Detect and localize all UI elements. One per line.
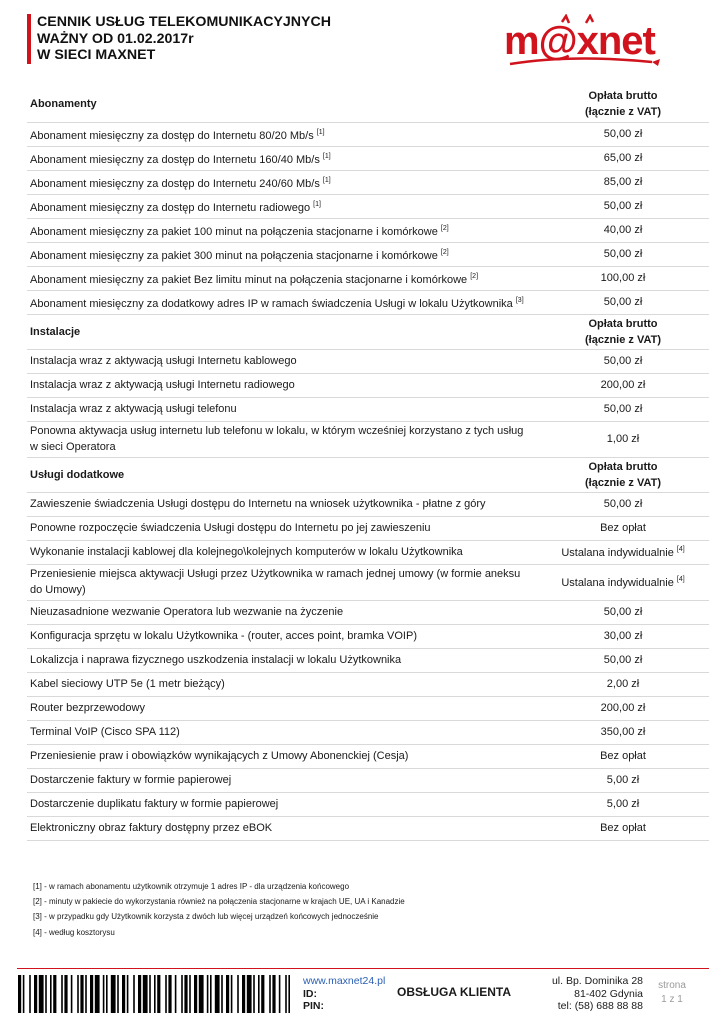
service-cell bbox=[27, 672, 537, 696]
table-row bbox=[27, 492, 709, 516]
barcode-bar bbox=[269, 975, 271, 1013]
price-cell bbox=[537, 242, 709, 266]
barcode-bar bbox=[85, 975, 87, 1013]
barcode-bar bbox=[80, 975, 83, 1013]
price-cell bbox=[537, 421, 709, 457]
barcode-bar bbox=[45, 975, 47, 1013]
service-cell bbox=[27, 146, 537, 170]
service-label: Abonament miesięczny za pakiet Bez limitu minut na połączenia stacjonarne i komórkowe bbox=[30, 273, 468, 286]
price-value: 200,00 zł bbox=[600, 702, 646, 714]
service-cell bbox=[27, 624, 537, 648]
address-street: ul. Bp. Dominika 28 bbox=[551, 975, 643, 987]
barcode-bar bbox=[285, 975, 287, 1013]
table-row bbox=[27, 421, 709, 457]
barcode-bar bbox=[168, 975, 171, 1013]
barcode-bar bbox=[184, 975, 187, 1013]
price-cell bbox=[537, 540, 709, 564]
maxnet-logo bbox=[502, 14, 674, 72]
service-cell bbox=[27, 397, 537, 421]
table-row bbox=[27, 170, 709, 194]
barcode-bar bbox=[231, 975, 233, 1013]
table-row bbox=[27, 648, 709, 672]
service-label: Ponowna aktywacja usług internetu lub telefonu w lokalu, w którym wcześniej korzystano z tych usług w sieci Operatora bbox=[30, 425, 524, 453]
page-number: 1 z 1 bbox=[661, 994, 683, 1005]
price-cell bbox=[537, 768, 709, 792]
barcode-bar bbox=[288, 975, 290, 1013]
table-row bbox=[27, 373, 709, 397]
price-value: 30,00 zł bbox=[603, 630, 643, 642]
table-row bbox=[27, 266, 709, 290]
title-line: CENNIK USŁUG TELEKOMUNIKACYJNYCH bbox=[37, 14, 332, 30]
service-label: Wykonanie instalacji kablowej dla kolejnego\kolejnych komputerów w lokalu Użytkownika bbox=[30, 546, 463, 558]
price-table bbox=[27, 87, 709, 841]
barcode-bar bbox=[207, 975, 209, 1013]
table-row bbox=[27, 672, 709, 696]
price-cell bbox=[537, 516, 709, 540]
phone-number: tel: (58) 688 88 88 bbox=[557, 1000, 643, 1012]
table-row bbox=[27, 122, 709, 146]
barcode-bar bbox=[175, 975, 177, 1013]
footnote: [2] - minuty w pakiecie do wykorzystania również na połączenia stacjonarne w krajach UE, UA i Kanadzie bbox=[33, 897, 405, 907]
barcode-bar bbox=[29, 975, 31, 1013]
price-cell bbox=[537, 564, 709, 600]
barcode-bar bbox=[103, 975, 105, 1013]
barcode-bar bbox=[261, 975, 264, 1013]
price-value: 50,00 zł bbox=[603, 296, 643, 308]
barcode-bar bbox=[194, 975, 197, 1013]
footnote-ref: [1] bbox=[316, 128, 325, 136]
barcode-bar bbox=[117, 975, 119, 1013]
table-row bbox=[27, 564, 709, 600]
service-cell bbox=[27, 564, 537, 600]
barcode-bar bbox=[71, 975, 73, 1013]
barcode-bar bbox=[127, 975, 129, 1013]
price-cell bbox=[537, 720, 709, 744]
table-row bbox=[27, 744, 709, 768]
price-header-line: (łącznie z VAT) bbox=[585, 333, 661, 346]
price-value: 5,00 zł bbox=[606, 798, 640, 810]
price-value: 65,00 zł bbox=[603, 152, 643, 164]
barcode-bar bbox=[53, 975, 56, 1013]
price-value: 40,00 zł bbox=[603, 224, 643, 236]
service-cell bbox=[27, 122, 537, 146]
service-label: Przeniesienie miejsca aktywacji Usługi przez Użytkownika w ramach jednej umowy (w formie aneksu do Umowy) bbox=[30, 568, 521, 596]
table-row bbox=[27, 816, 709, 840]
price-value: 350,00 zł bbox=[600, 726, 646, 738]
footnote: [4] - według kosztorysu bbox=[33, 927, 115, 937]
service-cell bbox=[27, 768, 537, 792]
service-label: Abonament miesięczny za pakiet 100 minut na połączenia stacjonarne i komórkowe bbox=[30, 225, 438, 238]
footnotes bbox=[33, 879, 405, 940]
table-row bbox=[27, 600, 709, 624]
service-cell bbox=[27, 540, 537, 564]
barcode-bar bbox=[122, 975, 125, 1013]
service-label: Konfiguracja sprzętu w lokalu Użytkownika - (router, acces point, bramka VOIP) bbox=[30, 630, 417, 642]
footnote-ref: [2] bbox=[440, 224, 449, 232]
section-title: Instalacje bbox=[27, 314, 537, 349]
barcode-image bbox=[18, 975, 290, 1013]
barcode-bar bbox=[149, 975, 151, 1013]
footer-address bbox=[552, 975, 643, 1013]
barcode-bar bbox=[95, 975, 100, 1013]
barcode-bar bbox=[138, 975, 141, 1013]
price-value: Bez opłat bbox=[600, 822, 646, 834]
service-label: Terminal VoIP (Cisco SPA 112) bbox=[30, 726, 180, 738]
price-cell bbox=[537, 648, 709, 672]
barcode-bar bbox=[61, 975, 63, 1013]
price-value: 200,00 zł bbox=[600, 379, 646, 391]
barcode-bar bbox=[215, 975, 220, 1013]
logo-text: m@xnet bbox=[504, 19, 655, 63]
title-accent-bar bbox=[27, 14, 31, 64]
price-value: 50,00 zł bbox=[603, 355, 643, 367]
table-row bbox=[27, 720, 709, 744]
page-indicator bbox=[654, 979, 690, 1007]
price-header-line: Opłata brutto bbox=[588, 317, 658, 330]
service-label: Abonament miesięczny za dostęp do Internetu 80/20 Mb/s bbox=[30, 129, 314, 142]
price-cell bbox=[537, 816, 709, 840]
service-cell bbox=[27, 194, 537, 218]
service-cell bbox=[27, 290, 537, 314]
price-cell bbox=[537, 146, 709, 170]
price-cell bbox=[537, 397, 709, 421]
service-cell bbox=[27, 218, 537, 242]
price-cell bbox=[537, 122, 709, 146]
barcode-bar bbox=[258, 975, 260, 1013]
barcode-bar bbox=[226, 975, 229, 1013]
price-value: 50,00 zł bbox=[603, 606, 643, 618]
barcode-bar bbox=[199, 975, 204, 1013]
service-cell bbox=[27, 696, 537, 720]
footnote-ref: [3] bbox=[515, 296, 524, 304]
barcode-bar bbox=[237, 975, 239, 1013]
table-row bbox=[27, 540, 709, 564]
service-cell bbox=[27, 349, 537, 373]
service-cell bbox=[27, 170, 537, 194]
price-value: 50,00 zł bbox=[603, 654, 643, 666]
table-row bbox=[27, 349, 709, 373]
service-cell bbox=[27, 516, 537, 540]
service-label: Instalacja wraz z aktywacją usługi Internetu kablowego bbox=[30, 355, 297, 367]
service-label: Router bezprzewodowy bbox=[30, 702, 145, 714]
service-cell bbox=[27, 373, 537, 397]
footnote: [1] - w ramach abonamentu użytkownik otrzymuje 1 adres IP - dla urządzenia końcowego bbox=[33, 882, 350, 891]
price-cell bbox=[537, 194, 709, 218]
barcode-bar bbox=[39, 975, 44, 1013]
price-cell bbox=[537, 218, 709, 242]
section-header-row bbox=[27, 314, 709, 349]
barcode-bar bbox=[279, 975, 281, 1013]
barcode-bar bbox=[253, 975, 255, 1013]
price-value: Ustalana indywidualnie bbox=[561, 546, 674, 559]
table-row bbox=[27, 218, 709, 242]
barcode-bar bbox=[272, 975, 275, 1013]
service-cell bbox=[27, 492, 537, 516]
barcode-bar bbox=[90, 975, 93, 1013]
barcode-bar bbox=[23, 975, 25, 1013]
price-value: 5,00 zł bbox=[606, 774, 640, 786]
footnote-ref: [2] bbox=[440, 248, 449, 256]
service-label: Kabel sieciowy UTP 5e (1 metr bieżący) bbox=[30, 678, 225, 690]
service-label: Ponowne rozpoczęcie świadczenia Usługi dostępu do Internetu po jej zawieszeniu bbox=[30, 522, 431, 534]
service-label: Dostarczenie duplikatu faktury w formie papierowej bbox=[30, 798, 279, 810]
service-label: Dostarczenie faktury w formie papierowej bbox=[30, 774, 232, 786]
table-row bbox=[27, 290, 709, 314]
table-row bbox=[27, 242, 709, 266]
price-cell bbox=[537, 492, 709, 516]
price-cell bbox=[537, 672, 709, 696]
price-cell bbox=[537, 266, 709, 290]
table-row bbox=[27, 397, 709, 421]
price-cell bbox=[537, 696, 709, 720]
price-header-line: (łącznie z VAT) bbox=[585, 476, 661, 489]
section-title: Abonamenty bbox=[27, 87, 537, 122]
service-cell bbox=[27, 266, 537, 290]
barcode-bar bbox=[77, 975, 79, 1013]
service-cell bbox=[27, 720, 537, 744]
barcode-bar bbox=[50, 975, 52, 1013]
price-value: 1,00 zł bbox=[606, 433, 640, 445]
service-label: Instalacja wraz z aktywacją usługi telefonu bbox=[30, 403, 237, 415]
price-header-line: (łącznie z VAT) bbox=[585, 106, 661, 119]
service-label: Abonament miesięczny za pakiet 300 minut na połączenia stacjonarne i komórkowe bbox=[30, 249, 438, 262]
id-label: ID: bbox=[303, 987, 317, 1000]
price-value: Bez opłat bbox=[600, 750, 646, 762]
price-value: 50,00 zł bbox=[603, 128, 643, 140]
price-header-line: Opłata brutto bbox=[588, 460, 658, 473]
service-label: Abonament miesięczny za dodatkowy adres IP w ramach świadczenia Usługi w lokalu Użytkownika bbox=[30, 297, 513, 310]
footnote-ref: [4] bbox=[676, 545, 685, 553]
price-cell bbox=[537, 373, 709, 397]
barcode-bar bbox=[111, 975, 116, 1013]
service-label: Nieuzasadnione wezwanie Operatora lub wezwanie na życzenie bbox=[30, 606, 344, 618]
service-label: Abonament miesięczny za dostęp do Internetu 160/40 Mb/s bbox=[30, 153, 320, 166]
price-cell bbox=[537, 290, 709, 314]
footnote-ref: [1] bbox=[322, 152, 331, 160]
footer-divider bbox=[17, 968, 709, 969]
price-value: 50,00 zł bbox=[603, 498, 643, 510]
price-cell bbox=[537, 600, 709, 624]
footnote: [3] - w przypadku gdy Użytkownik korzysta z dwóch lub więcej urządzeń końcowych jednocześnie bbox=[33, 912, 379, 922]
service-label: Abonament miesięczny za dostęp do Internetu radiowego bbox=[30, 201, 311, 214]
table-row bbox=[27, 768, 709, 792]
barcode-bar bbox=[247, 975, 252, 1013]
customer-service-label: OBSŁUGA KLIENTA bbox=[397, 985, 511, 999]
service-label: Lokalizcja i naprawa fizycznego uszkodzenia instalacji w lokalu Użytkownika bbox=[30, 654, 402, 666]
table-row bbox=[27, 696, 709, 720]
website-link[interactable]: www.maxnet24.pl bbox=[303, 975, 386, 987]
price-value: 2,00 zł bbox=[606, 678, 640, 690]
table-row bbox=[27, 792, 709, 816]
service-cell bbox=[27, 744, 537, 768]
price-cell bbox=[537, 792, 709, 816]
barcode-bar bbox=[34, 975, 37, 1013]
service-cell bbox=[27, 421, 537, 457]
price-value: 100,00 zł bbox=[600, 272, 646, 284]
section-header-row bbox=[27, 457, 709, 492]
barcode-bar bbox=[157, 975, 160, 1013]
service-cell bbox=[27, 816, 537, 840]
footnote-ref: [1] bbox=[313, 200, 321, 208]
price-cell bbox=[537, 170, 709, 194]
service-label: Instalacja wraz z aktywacją usługi Internetu radiowego bbox=[30, 379, 295, 391]
footnote-ref: [2] bbox=[470, 272, 479, 280]
title-line: WAŻNY OD 01.02.2017r bbox=[37, 30, 194, 47]
price-cell bbox=[537, 624, 709, 648]
table-row bbox=[27, 194, 709, 218]
price-value: 85,00 zł bbox=[603, 176, 643, 188]
service-label: Zawieszenie świadczenia Usługi dostępu do Internetu na wniosek użytkownika - płatne z góry bbox=[30, 498, 486, 510]
service-cell bbox=[27, 648, 537, 672]
price-column-header bbox=[537, 457, 709, 492]
footnote-ref: [4] bbox=[676, 575, 685, 583]
barcode-bar bbox=[210, 975, 212, 1013]
barcode-bar bbox=[133, 975, 135, 1013]
price-column-header bbox=[537, 87, 709, 122]
title-line: W SIECI MAXNET bbox=[37, 47, 156, 63]
service-cell bbox=[27, 600, 537, 624]
barcode-bar bbox=[64, 975, 67, 1013]
section-title: Usługi dodatkowe bbox=[27, 457, 537, 492]
address-city: 81-402 Gdynia bbox=[574, 987, 643, 1000]
barcode-bar bbox=[154, 975, 156, 1013]
page-label: strona bbox=[658, 980, 686, 991]
price-value: 50,00 zł bbox=[603, 200, 643, 212]
barcode-bar bbox=[106, 975, 108, 1013]
barcode-bar bbox=[221, 975, 223, 1013]
service-label: Przeniesienie praw i obowiązków wynikających z Umowy Abonenckiej (Cesja) bbox=[30, 750, 409, 762]
barcode-bar bbox=[143, 975, 148, 1013]
service-cell bbox=[27, 792, 537, 816]
service-label: Elektroniczny obraz faktury dostępny przez eBOK bbox=[30, 822, 273, 834]
price-value: Bez opłat bbox=[600, 522, 646, 534]
service-cell bbox=[27, 242, 537, 266]
service-label: Abonament miesięczny za dostęp do Internetu 240/60 Mb/s bbox=[30, 177, 320, 190]
footnote-ref: [1] bbox=[322, 176, 331, 184]
price-column-header bbox=[537, 314, 709, 349]
table-row bbox=[27, 624, 709, 648]
price-cell bbox=[537, 349, 709, 373]
price-value: Ustalana indywidualnie bbox=[561, 576, 674, 589]
price-cell bbox=[537, 744, 709, 768]
barcode-bar bbox=[189, 975, 191, 1013]
table-row bbox=[27, 516, 709, 540]
table-row bbox=[27, 146, 709, 170]
section-header-row bbox=[27, 87, 709, 122]
price-header-line: Opłata brutto bbox=[588, 90, 658, 103]
document-title bbox=[37, 14, 331, 64]
pin-label: PIN: bbox=[303, 1000, 324, 1012]
barcode-bar bbox=[18, 975, 21, 1013]
barcode-bar bbox=[181, 975, 183, 1013]
barcode-bar bbox=[165, 975, 167, 1013]
footer-contact bbox=[303, 975, 385, 1013]
price-value: 50,00 zł bbox=[603, 248, 643, 260]
price-value: 50,00 zł bbox=[603, 403, 643, 415]
barcode-bar bbox=[242, 975, 245, 1013]
